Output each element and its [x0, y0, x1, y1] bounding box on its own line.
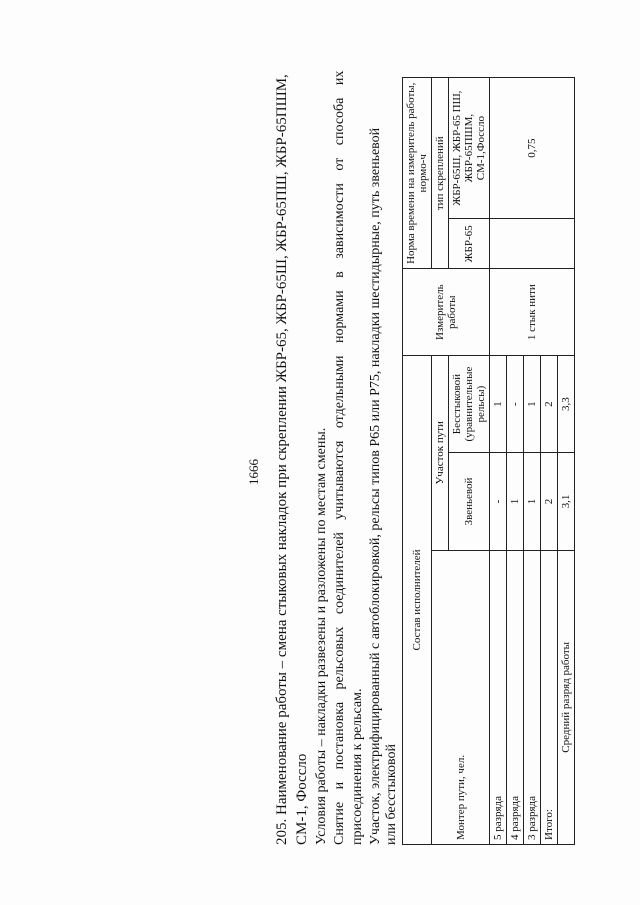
row-linked: - — [490, 453, 507, 550]
header-zbr-other: ЖБР-65Ш, ЖБР-65 ПШ, ЖБР-65ПШМ, СМ-1,Фоссло — [449, 78, 490, 219]
row-label: 4 разряда — [507, 550, 524, 844]
row-jointless: 1 — [490, 355, 507, 452]
row-linked: 1 — [507, 453, 524, 550]
row-label: Итого: — [541, 550, 558, 844]
row-label: 5 разряда — [490, 550, 507, 844]
avg-linked: 3,1 — [558, 453, 575, 550]
note-line-1: Снятие и постановка рельсовых соединителей учитываются отдельными нормами в зависимости от способа их — [332, 70, 347, 845]
avg-jointless: 3,3 — [558, 355, 575, 452]
heading-continuation: СМ-1, Фоссло — [294, 753, 310, 845]
header-monter: Монтер пути, чел. — [432, 550, 490, 844]
section-line-1: Участок, электрифицированный с автоблокировкой, рельсы типов Р65 или Р75, накладки шестидырные, путь звеньевой — [368, 127, 383, 845]
avg-label: Средний разряд работы — [558, 550, 575, 844]
header-zbr65: ЖБР-65 — [449, 219, 490, 269]
work-conditions: Условия работы – накладки развезены и разложены по местам смены. — [314, 427, 329, 845]
norms-table — [402, 77, 575, 845]
row-label: 3 разряда — [524, 550, 541, 844]
header-linked: Звеньевой — [449, 453, 490, 550]
header-jointless: Бесстыковой (уравнительные рельсы) — [449, 355, 490, 452]
header-staff: Состав исполнителей — [403, 355, 432, 844]
row-jointless: - — [507, 355, 524, 452]
rotated-page-content — [246, 70, 572, 845]
row-linked: 2 — [541, 453, 558, 550]
norm-value: 0,75 — [490, 78, 575, 219]
header-meter: Измеритель работы — [403, 269, 490, 355]
header-norm: Норма времени на измеритель работы, нормо-ч — [403, 78, 432, 269]
heading: 205. Наименование работы – смена стыковых накладок при скреплении ЖБР-65, ЖБР-65Ш, ЖБР-65ПШ, ЖБР-65ПШМ, — [274, 74, 290, 845]
table-row — [490, 78, 507, 845]
row-jointless: 1 — [524, 355, 541, 452]
note-line-2: присоединения к рельсам. — [350, 688, 365, 845]
row-jointless: 2 — [541, 355, 558, 452]
header-fastening: тип скреплений — [432, 78, 449, 269]
header-section: Участок пути — [432, 355, 449, 550]
norm-zbr65 — [490, 219, 575, 269]
page-number: 1666 — [246, 459, 261, 485]
row-linked: 1 — [524, 453, 541, 550]
section-line-2: или бесстыковой — [384, 743, 399, 845]
meter-value: 1 стык нити — [490, 269, 575, 355]
